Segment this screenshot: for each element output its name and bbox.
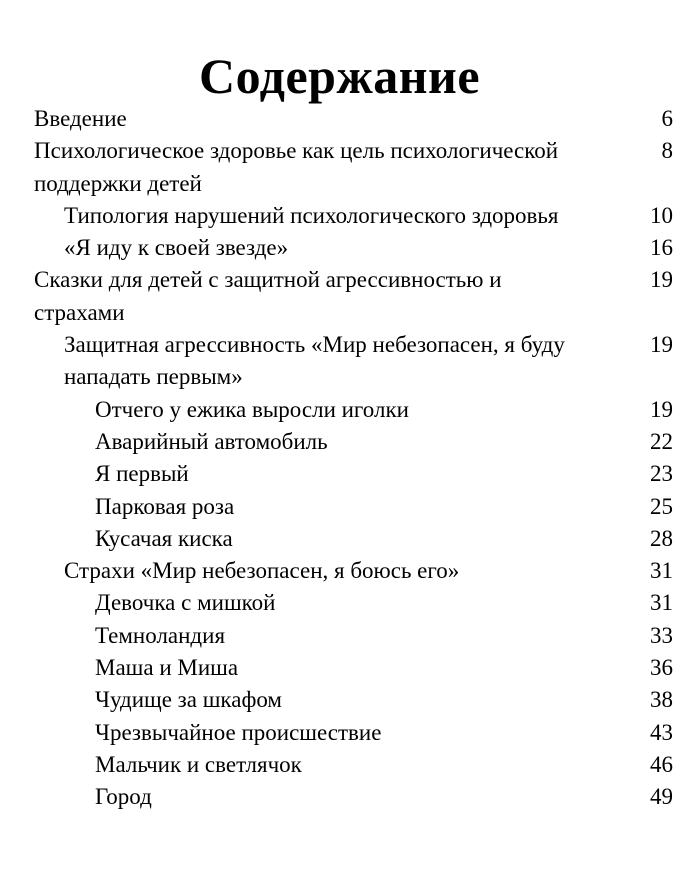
toc-entry bbox=[0, 555, 679, 587]
toc-entry bbox=[0, 491, 679, 523]
toc-entry bbox=[0, 200, 679, 232]
toc-entry-title: Чудище за шкафом bbox=[95, 687, 282, 713]
toc-entry-page-number: 25 bbox=[650, 493, 673, 519]
toc-entry-title: Девочка с мишкой bbox=[95, 590, 276, 616]
toc-entry bbox=[0, 523, 679, 555]
toc-entry-page-number: 8 bbox=[661, 138, 673, 164]
toc-entry bbox=[0, 620, 679, 652]
toc-entry-page-number: 46 bbox=[650, 751, 673, 777]
toc-entry-page-number: 22 bbox=[650, 428, 673, 454]
toc-entry bbox=[0, 587, 679, 619]
toc-entry-title: Аварийный автомобиль bbox=[95, 428, 328, 454]
page-title: Содержание bbox=[198, 47, 481, 104]
toc-entry-page-number: 6 bbox=[661, 106, 673, 131]
toc-entry bbox=[0, 652, 679, 684]
toc-entry-page-number: 43 bbox=[650, 719, 673, 745]
toc-entry bbox=[0, 458, 679, 490]
toc-entry-title: Маша и Миша bbox=[95, 655, 239, 681]
toc-entry-page-number: 19 bbox=[650, 267, 673, 293]
toc-entry-title: Кусачая киска bbox=[95, 525, 233, 551]
toc-entry-title: Страхи «Мир небезопасен, я боюсь его» bbox=[64, 558, 460, 584]
toc-entry-title: Город bbox=[95, 784, 152, 810]
toc-entry bbox=[0, 135, 679, 200]
toc-entry bbox=[0, 264, 679, 329]
toc-entry bbox=[0, 781, 679, 813]
toc-entry-page-number: 33 bbox=[650, 622, 673, 648]
toc-entry-title: Я первый bbox=[95, 461, 189, 487]
toc-entry-page-number: 49 bbox=[650, 784, 673, 810]
toc-entry-page-number: 31 bbox=[650, 590, 673, 616]
toc-entry bbox=[0, 426, 679, 458]
toc-entry bbox=[0, 329, 679, 394]
toc-entry-page-number: 31 bbox=[650, 558, 673, 584]
toc-entry-title: Мальчик и светлячок bbox=[95, 751, 302, 777]
toc-entry bbox=[0, 232, 679, 264]
toc-entry-page-number: 36 bbox=[650, 655, 673, 681]
toc-entry-title: Чрезвычайное происшествие bbox=[95, 719, 382, 745]
toc-entry-title: Отчего у ежика выросли иголки bbox=[95, 396, 409, 422]
toc-entry-page-number: 38 bbox=[650, 687, 673, 713]
toc-entry bbox=[0, 749, 679, 781]
toc-entry-page-number: 16 bbox=[650, 235, 673, 261]
toc-entry-title: Введение bbox=[34, 106, 127, 131]
toc-entry-title: Парковая роза bbox=[95, 493, 235, 519]
toc-entry bbox=[0, 717, 679, 749]
toc-entry-page-number: 19 bbox=[650, 332, 673, 358]
toc-entry-title: Защитная агрессивность «Мир небезопасен, я буду нападать первым» bbox=[64, 332, 565, 390]
toc-entry-title: Психологическое здоровье как цель психологической поддержки детей bbox=[34, 138, 559, 196]
toc-entry-title: «Я иду к своей звезде» bbox=[64, 235, 289, 261]
toc-entry bbox=[0, 103, 679, 135]
table-of-contents bbox=[0, 103, 679, 814]
toc-entry-page-number: 10 bbox=[650, 202, 673, 228]
toc-entry-page-number: 23 bbox=[650, 461, 673, 487]
toc-entry-title: Темноландия bbox=[95, 622, 226, 648]
toc-entry bbox=[0, 684, 679, 716]
toc-entry-title: Сказки для детей с защитной агрессивностью и страхами bbox=[34, 267, 502, 325]
toc-entry-title: Типология нарушений психологического здоровья bbox=[64, 202, 559, 228]
toc-entry-page-number: 28 bbox=[650, 525, 673, 551]
toc-entry-page-number: 19 bbox=[650, 396, 673, 422]
toc-entry bbox=[0, 394, 679, 426]
